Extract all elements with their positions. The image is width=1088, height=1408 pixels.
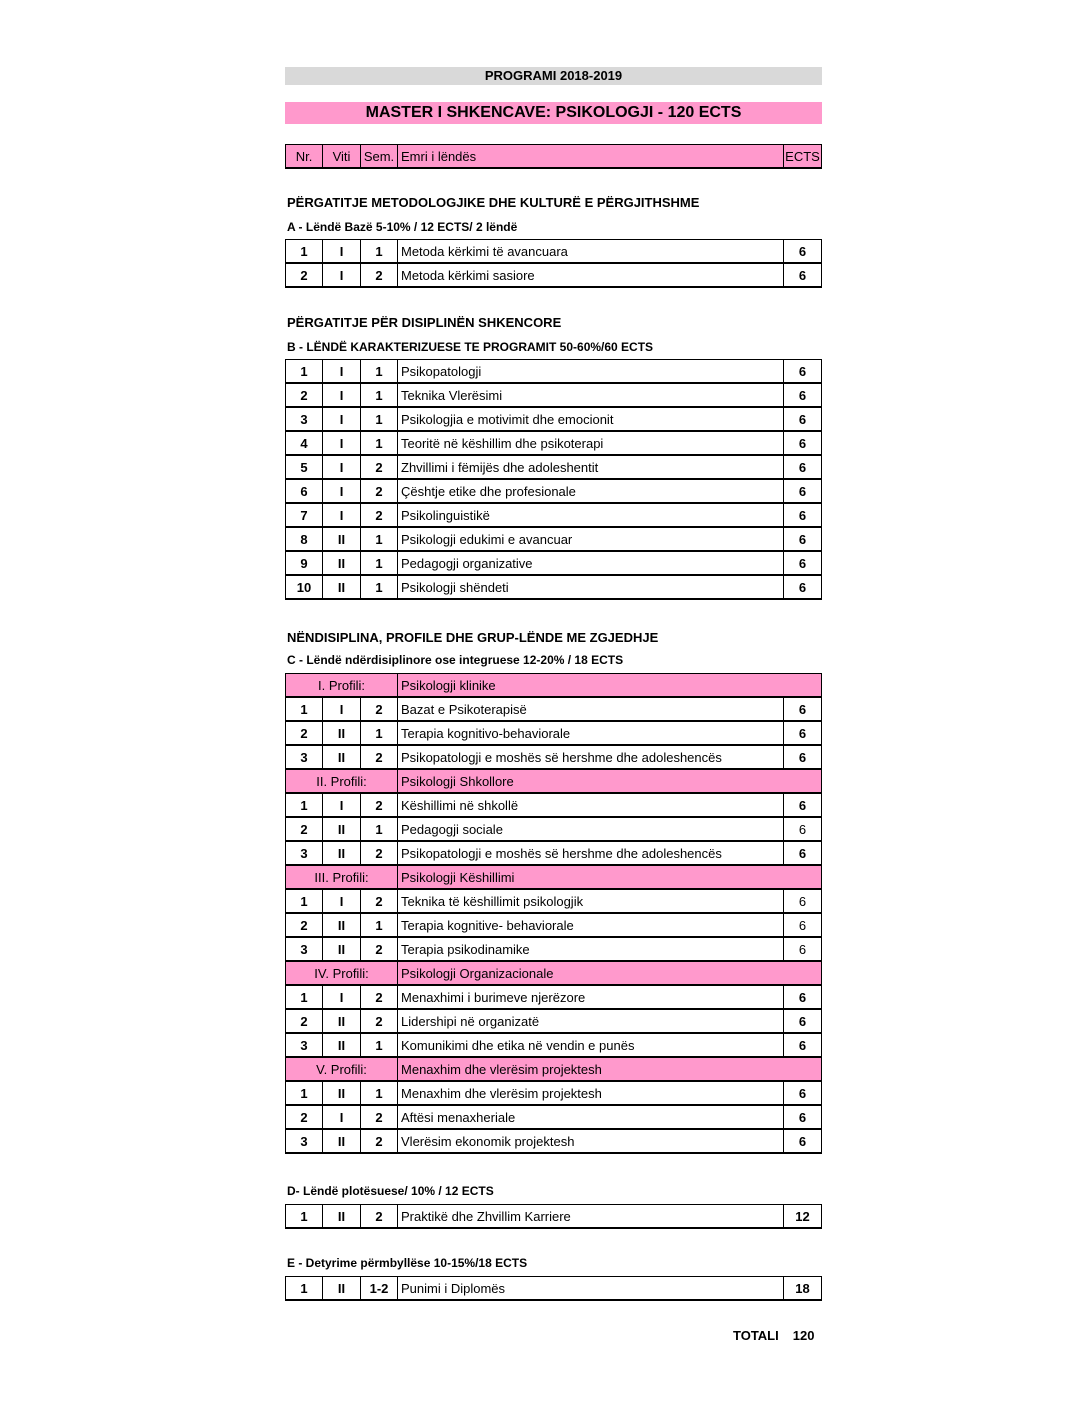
cell-year: I xyxy=(323,360,361,384)
column-header-table xyxy=(285,144,822,169)
cell-nr: 8 xyxy=(286,527,323,551)
cell-nr: 2 xyxy=(286,721,323,745)
header-name: Emri i lëndës xyxy=(398,145,784,169)
cell-nr: 7 xyxy=(286,503,323,527)
cell-year: I xyxy=(323,407,361,431)
table-row xyxy=(286,360,822,384)
master-title: MASTER I SHKENCAVE: PSIKOLOGJI - 120 ECTS xyxy=(285,102,822,124)
profile-label: IV. Profili: xyxy=(286,961,398,985)
cell-ects: 6 xyxy=(784,817,822,841)
cell-course-name: Psikopatologji xyxy=(398,360,784,384)
cell-year: I xyxy=(323,479,361,503)
cell-sem: 2 xyxy=(361,1105,398,1129)
cell-ects: 6 xyxy=(784,985,822,1009)
cell-sem: 2 xyxy=(361,889,398,913)
cell-ects: 6 xyxy=(784,1009,822,1033)
cell-ects: 6 xyxy=(784,841,822,865)
cell-nr: 2 xyxy=(286,817,323,841)
cell-course-name: Terapia psikodinamike xyxy=(398,937,784,961)
cell-sem: 2 xyxy=(361,1129,398,1153)
cell-year: II xyxy=(323,913,361,937)
cell-sem: 1 xyxy=(361,360,398,384)
section-a-subheading: A - Lëndë Bazë 5-10% / 12 ECTS/ 2 lëndë xyxy=(287,220,518,234)
cell-course-name: Teknika Vlerësimi xyxy=(398,383,784,407)
table-row xyxy=(286,1129,822,1153)
cell-nr: 4 xyxy=(286,431,323,455)
table-row xyxy=(286,1081,822,1105)
cell-course-name: Psikolinguistikë xyxy=(398,503,784,527)
cell-sem: 1 xyxy=(361,817,398,841)
cell-course-name: Zhvillimi i fëmijës dhe adoleshentit xyxy=(398,455,784,479)
cell-sem: 1 xyxy=(361,407,398,431)
cell-nr: 1 xyxy=(286,360,323,384)
cell-ects: 18 xyxy=(784,1277,822,1301)
cell-course-name: Psikologji edukimi e avancuar xyxy=(398,527,784,551)
section-a-table xyxy=(285,239,822,288)
cell-nr: 2 xyxy=(286,1009,323,1033)
cell-course-name: Psikologjia e motivimit dhe emocionit xyxy=(398,407,784,431)
cell-course-name: Lidershipi në organizatë xyxy=(398,1009,784,1033)
cell-ects: 6 xyxy=(784,889,822,913)
cell-ects: 6 xyxy=(784,240,822,264)
table-row xyxy=(286,913,822,937)
table-row xyxy=(286,527,822,551)
cell-course-name: Psikologji shëndeti xyxy=(398,575,784,599)
table-row xyxy=(286,793,822,817)
cell-sem: 1-2 xyxy=(361,1277,398,1301)
cell-year: II xyxy=(323,1081,361,1105)
cell-year: II xyxy=(323,1205,361,1229)
cell-ects: 6 xyxy=(784,1033,822,1057)
cell-nr: 5 xyxy=(286,455,323,479)
cell-course-name: Punimi i Diplomës xyxy=(398,1277,784,1301)
profile-name: Psikologji Këshillimi xyxy=(398,865,822,889)
table-row xyxy=(286,889,822,913)
profile-row xyxy=(286,961,822,985)
cell-ects: 6 xyxy=(784,913,822,937)
cell-ects: 6 xyxy=(784,721,822,745)
cell-year: I xyxy=(323,503,361,527)
cell-year: II xyxy=(323,1009,361,1033)
cell-nr: 3 xyxy=(286,407,323,431)
section-c-subheading: C - Lëndë ndërdisiplinore ose integruese 12-20% / 18 ECTS xyxy=(287,653,624,667)
cell-course-name: Bazat e Psikoterapisë xyxy=(398,697,784,721)
cell-year: I xyxy=(323,263,361,287)
cell-nr: 2 xyxy=(286,383,323,407)
table-row xyxy=(286,721,822,745)
table-row xyxy=(286,817,822,841)
section-d-subheading: D- Lëndë plotësuese/ 10% / 12 ECTS xyxy=(287,1184,494,1198)
cell-ects: 6 xyxy=(784,407,822,431)
profile-label: III. Profili: xyxy=(286,865,398,889)
cell-ects: 6 xyxy=(784,551,822,575)
section-d-table xyxy=(285,1204,822,1229)
cell-ects: 6 xyxy=(784,937,822,961)
cell-year: I xyxy=(323,455,361,479)
table-row xyxy=(286,431,822,455)
cell-sem: 2 xyxy=(361,479,398,503)
cell-course-name: Këshillimi në shkollë xyxy=(398,793,784,817)
cell-year: I xyxy=(323,793,361,817)
cell-sem: 2 xyxy=(361,503,398,527)
cell-year: II xyxy=(323,937,361,961)
cell-course-name: Teknika të këshillimit psikologjik xyxy=(398,889,784,913)
cell-sem: 2 xyxy=(361,793,398,817)
cell-nr: 1 xyxy=(286,1081,323,1105)
cell-year: II xyxy=(323,1033,361,1057)
table-row xyxy=(286,240,822,264)
cell-year: I xyxy=(323,985,361,1009)
cell-sem: 2 xyxy=(361,841,398,865)
cell-year: I xyxy=(323,1105,361,1129)
cell-nr: 3 xyxy=(286,745,323,769)
cell-course-name: Praktikë dhe Zhvillim Karriere xyxy=(398,1205,784,1229)
cell-course-name: Terapia kognitivo-behaviorale xyxy=(398,721,784,745)
cell-ects: 6 xyxy=(784,527,822,551)
table-row xyxy=(286,1205,822,1229)
table-row xyxy=(286,503,822,527)
cell-year: II xyxy=(323,1129,361,1153)
column-header-row xyxy=(286,145,822,169)
table-row xyxy=(286,263,822,287)
section-e-subheading: E - Detyrime përmbyllëse 10-15%/18 ECTS xyxy=(287,1256,528,1270)
cell-course-name: Menaxhimi i burimeve njerëzore xyxy=(398,985,784,1009)
cell-year: II xyxy=(323,745,361,769)
cell-year: I xyxy=(323,889,361,913)
profile-name: Psikologji Shkollore xyxy=(398,769,822,793)
cell-year: II xyxy=(323,721,361,745)
cell-sem: 2 xyxy=(361,745,398,769)
table-row xyxy=(286,1277,822,1301)
cell-sem: 1 xyxy=(361,913,398,937)
profile-row xyxy=(286,674,822,698)
section-b-table xyxy=(285,359,822,600)
cell-course-name: Metoda kërkimi të avancuara xyxy=(398,240,784,264)
table-row xyxy=(286,1009,822,1033)
cell-course-name: Pedagogji sociale xyxy=(398,817,784,841)
table-row xyxy=(286,479,822,503)
cell-course-name: Psikopatologji e moshës së hershme dhe adoleshencës xyxy=(398,841,784,865)
cell-sem: 1 xyxy=(361,721,398,745)
cell-course-name: Çështje etike dhe profesionale xyxy=(398,479,784,503)
total-label: TOTALI xyxy=(733,1328,779,1343)
cell-sem: 2 xyxy=(361,263,398,287)
cell-ects: 6 xyxy=(784,263,822,287)
cell-sem: 1 xyxy=(361,527,398,551)
cell-sem: 2 xyxy=(361,1205,398,1229)
cell-year: II xyxy=(323,575,361,599)
profile-row xyxy=(286,865,822,889)
cell-ects: 6 xyxy=(784,503,822,527)
cell-ects: 6 xyxy=(784,455,822,479)
table-row xyxy=(286,551,822,575)
cell-nr: 3 xyxy=(286,1033,323,1057)
header-year: Viti xyxy=(323,145,361,169)
cell-sem: 1 xyxy=(361,551,398,575)
profile-name: Menaxhim dhe vlerësim projektesh xyxy=(398,1057,822,1081)
cell-ects: 6 xyxy=(784,697,822,721)
cell-course-name: Teoritë në këshillim dhe psikoterapi xyxy=(398,431,784,455)
profile-name: Psikologji klinike xyxy=(398,674,822,698)
cell-course-name: Terapia kognitive- behaviorale xyxy=(398,913,784,937)
cell-nr: 9 xyxy=(286,551,323,575)
cell-sem: 1 xyxy=(361,431,398,455)
section-a-heading: PËRGATITJE METODOLOGJIKE DHE KULTURË E PËRGJITHSHME xyxy=(287,195,700,210)
cell-sem: 2 xyxy=(361,697,398,721)
cell-nr: 3 xyxy=(286,1129,323,1153)
profile-label: II. Profili: xyxy=(286,769,398,793)
table-row xyxy=(286,407,822,431)
cell-course-name: Komunikimi dhe etika në vendin e punës xyxy=(398,1033,784,1057)
cell-ects: 6 xyxy=(784,1081,822,1105)
cell-course-name: Vlerësim ekonomik projektesh xyxy=(398,1129,784,1153)
cell-ects: 6 xyxy=(784,479,822,503)
cell-ects: 6 xyxy=(784,383,822,407)
cell-year: II xyxy=(323,1277,361,1301)
cell-ects: 12 xyxy=(784,1205,822,1229)
profile-label: V. Profili: xyxy=(286,1057,398,1081)
header-ects: ECTS xyxy=(784,145,822,169)
table-row xyxy=(286,1033,822,1057)
cell-sem: 1 xyxy=(361,575,398,599)
cell-course-name: Pedagogji organizative xyxy=(398,551,784,575)
total-value: 120 xyxy=(792,1328,815,1343)
cell-nr: 10 xyxy=(286,575,323,599)
cell-sem: 2 xyxy=(361,985,398,1009)
section-c-table xyxy=(285,673,822,1154)
header-sem: Sem. xyxy=(361,145,398,169)
cell-nr: 6 xyxy=(286,479,323,503)
total xyxy=(733,1328,814,1343)
cell-sem: 1 xyxy=(361,383,398,407)
cell-nr: 3 xyxy=(286,841,323,865)
cell-year: I xyxy=(323,697,361,721)
cell-nr: 1 xyxy=(286,793,323,817)
cell-nr: 3 xyxy=(286,937,323,961)
table-row xyxy=(286,745,822,769)
section-c-heading: NËNDISIPLINA, PROFILE DHE GRUP-LËNDE ME ZGJEDHJE xyxy=(287,630,659,645)
cell-nr: 2 xyxy=(286,1105,323,1129)
cell-year: II xyxy=(323,527,361,551)
cell-course-name: Menaxhim dhe vlerësim projektesh xyxy=(398,1081,784,1105)
section-b-heading: PËRGATITJE PËR DISIPLINËN SHKENCORE xyxy=(287,315,562,330)
cell-ects: 6 xyxy=(784,1129,822,1153)
cell-ects: 6 xyxy=(784,745,822,769)
cell-course-name: Psikopatologji e moshës së hershme dhe adoleshencës xyxy=(398,745,784,769)
header-nr: Nr. xyxy=(286,145,323,169)
profile-row xyxy=(286,769,822,793)
table-row xyxy=(286,455,822,479)
table-row xyxy=(286,1105,822,1129)
cell-nr: 1 xyxy=(286,985,323,1009)
cell-ects: 6 xyxy=(784,431,822,455)
table-row xyxy=(286,575,822,599)
profile-row xyxy=(286,1057,822,1081)
table-row xyxy=(286,985,822,1009)
table-row xyxy=(286,383,822,407)
program-title: PROGRAMI 2018-2019 xyxy=(285,67,822,85)
profile-label: I. Profili: xyxy=(286,674,398,698)
cell-sem: 2 xyxy=(361,937,398,961)
cell-course-name: Aftësi menaxheriale xyxy=(398,1105,784,1129)
cell-year: I xyxy=(323,383,361,407)
cell-ects: 6 xyxy=(784,575,822,599)
table-row xyxy=(286,697,822,721)
cell-nr: 2 xyxy=(286,263,323,287)
cell-year: I xyxy=(323,240,361,264)
cell-nr: 1 xyxy=(286,1205,323,1229)
cell-nr: 1 xyxy=(286,240,323,264)
section-b-subheading: B - LËNDË KARAKTERIZUESE TE PROGRAMIT 50-60%/60 ECTS xyxy=(287,340,654,354)
cell-year: II xyxy=(323,551,361,575)
cell-nr: 2 xyxy=(286,913,323,937)
cell-sem: 1 xyxy=(361,240,398,264)
cell-nr: 1 xyxy=(286,697,323,721)
cell-nr: 1 xyxy=(286,889,323,913)
cell-ects: 6 xyxy=(784,360,822,384)
cell-nr: 1 xyxy=(286,1277,323,1301)
cell-sem: 2 xyxy=(361,455,398,479)
cell-course-name: Metoda kërkimi sasiore xyxy=(398,263,784,287)
cell-ects: 6 xyxy=(784,793,822,817)
section-e-table xyxy=(285,1276,822,1301)
cell-year: II xyxy=(323,841,361,865)
table-row xyxy=(286,937,822,961)
cell-ects: 6 xyxy=(784,1105,822,1129)
table-row xyxy=(286,841,822,865)
cell-sem: 2 xyxy=(361,1009,398,1033)
cell-sem: 1 xyxy=(361,1081,398,1105)
cell-sem: 1 xyxy=(361,1033,398,1057)
profile-name: Psikologji Organizacionale xyxy=(398,961,822,985)
cell-year: I xyxy=(323,431,361,455)
cell-year: II xyxy=(323,817,361,841)
